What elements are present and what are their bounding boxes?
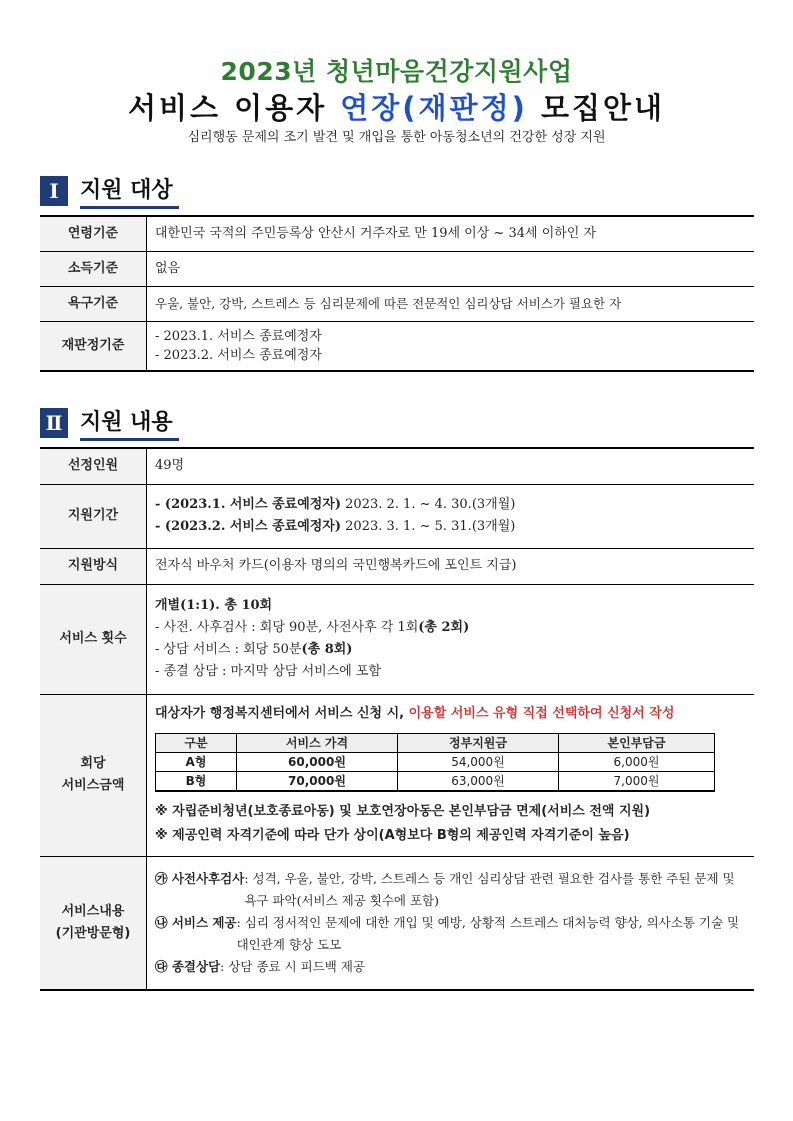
row-value: [147, 584, 755, 694]
row-label: 선정인원: [40, 448, 147, 484]
row-value: [147, 694, 755, 856]
row-label: 재판정기준: [40, 321, 147, 371]
table-cell: 7,000원: [559, 771, 715, 791]
item-text: : 상담 종료 시 피드백 제공: [220, 958, 365, 974]
table-row: [40, 694, 754, 856]
table-row: [40, 286, 754, 321]
row-value: 49명: [147, 448, 755, 484]
title-part-post: 모집안내: [527, 91, 665, 125]
table-cell: 60,000원: [237, 752, 398, 771]
count-bold: (총 8회): [301, 642, 353, 657]
row-label: 욕구기준: [40, 286, 147, 321]
period-dates: 2023. 2. 1. ~ 4. 30.(3개월): [341, 497, 516, 512]
list-item: [155, 516, 746, 538]
section-1-title: 지원 대상: [80, 173, 179, 209]
count-text: - 상담 서비스 : 회당 50분: [155, 642, 302, 657]
row-label: [40, 694, 147, 856]
section-1-table: [40, 215, 754, 372]
list-item: [155, 912, 746, 956]
row-value: [147, 856, 755, 990]
list-item: - 2023.2. 서비스 종료예정자: [155, 347, 322, 363]
table-row: [40, 484, 754, 548]
section-2-title: 지원 내용: [80, 405, 179, 441]
row-label: 지원방식: [40, 548, 147, 584]
list-item: [155, 956, 746, 978]
amount-note: ※ 제공인력 자격기준에 따라 단가 상이(A형보다 B형의 제공인력 자격기준이 높음): [155, 827, 630, 843]
table-cell: B형: [156, 771, 237, 791]
column-header: 서비스 가격: [237, 733, 398, 752]
item-text: : 성격, 우울, 불안, 강박, 스트레스 등 개인 심리상담 관련 필요한 검사를 통한 주된 문제 및 욕구 파악(서비스 제공 횟수에 포함): [244, 870, 735, 908]
label-line: 서비스내용: [61, 903, 125, 919]
row-label: [40, 856, 147, 990]
table-row: [40, 856, 754, 990]
row-value: 우울, 불안, 강박, 스트레스 등 심리문제에 따른 전문적인 심리상담 서비스가 필요한 자: [147, 286, 755, 321]
row-label: 지원기간: [40, 484, 147, 548]
title-highlight: 연장(재판정): [340, 91, 528, 125]
label-line: (기관방문형): [55, 925, 131, 941]
section-2-number: Ⅱ: [40, 408, 68, 438]
table-cell: 70,000원: [237, 771, 398, 791]
list-item: [155, 494, 746, 516]
table-row: [156, 771, 715, 791]
page-title-line2: [0, 86, 793, 127]
page-subtitle: 심리행동 문제의 조기 발견 및 개입을 통한 아동청소년의 건강한 성장 지원: [187, 130, 606, 145]
count-bold: (총 2회): [418, 620, 470, 635]
column-header: 본인부담금: [559, 733, 715, 752]
page-title-line1: 2023년 청년마음건강지원사업: [220, 57, 573, 86]
amount-note: ※ 자립준비청년(보호종료아동) 및 보호연장아동은 본인부담금 면제(서비스 전액 지원): [155, 803, 651, 819]
period-target: - (2023.1. 서비스 종료예정자): [155, 497, 342, 512]
row-value: [147, 321, 755, 371]
table-row: [40, 321, 754, 371]
label-line: 회당: [80, 756, 106, 771]
row-label: 연령기준: [40, 216, 147, 251]
section-1-heading: [40, 174, 179, 208]
item-text: : 심리 정서적인 문제에 대한 개입 및 예방, 상황적 스트레스 대처능력 향상, 의사소통 기술 및 대인관계 향상 도모: [236, 914, 740, 952]
count-heading: 개별(1:1). 총 10회: [155, 598, 273, 613]
row-label: 서비스 횟수: [40, 584, 147, 694]
table-row: [40, 584, 754, 694]
row-value: [147, 484, 755, 548]
label-line: 서비스금액: [61, 778, 125, 793]
table-cell: 63,000원: [398, 771, 559, 791]
amount-intro: [155, 703, 746, 725]
section-2-table: [40, 447, 754, 991]
table-row: [40, 448, 754, 484]
period-target: - (2023.2. 서비스 종료예정자): [155, 519, 342, 534]
column-header: 정부지원금: [398, 733, 559, 752]
price-table: [155, 733, 715, 792]
list-item: - 2023.1. 서비스 종료예정자: [155, 328, 322, 344]
table-row: [156, 733, 715, 752]
amount-intro-highlight: 이용할 서비스 유형 직접 선택하여 신청서 작성: [408, 705, 675, 721]
column-header: 구분: [156, 733, 237, 752]
list-item: [155, 868, 746, 912]
table-cell: A형: [156, 752, 237, 771]
list-item: [155, 639, 746, 661]
table-row: [40, 251, 754, 286]
table-row: [40, 216, 754, 251]
item-marker: ㉮ 사전사후검사: [155, 870, 245, 886]
section-1-number: Ⅰ: [40, 176, 68, 206]
item-marker: ㉯ 서비스 제공: [155, 914, 237, 930]
title-part-pre: 서비스 이용자: [127, 91, 341, 125]
row-value: 전자식 바우처 카드(이용자 명의의 국민행복카드에 포인트 지급): [147, 548, 755, 584]
table-cell: 54,000원: [398, 752, 559, 771]
period-dates: 2023. 3. 1. ~ 5. 31.(3개월): [341, 519, 516, 534]
section-2-heading: [40, 406, 179, 440]
table-cell: 6,000원: [559, 752, 715, 771]
row-value: 없음: [147, 251, 755, 286]
item-marker: ㉰ 종결상담: [155, 958, 221, 974]
table-row: [156, 752, 715, 771]
amount-intro-text: 대상자가 행정복지센터에서 서비스 신청 시,: [155, 705, 409, 721]
table-row: [40, 548, 754, 584]
row-value: 대한민국 국적의 주민등록상 안산시 거주자로 만 19세 이상 ~ 34세 이하인 자: [147, 216, 755, 251]
row-label: 소득기준: [40, 251, 147, 286]
list-item: [155, 617, 746, 639]
count-text: - 사전. 사후검사 : 회당 90분, 사전사후 각 1회: [155, 620, 419, 635]
list-item: - 종결 상담 : 마지막 상담 서비스에 포함: [155, 664, 382, 679]
